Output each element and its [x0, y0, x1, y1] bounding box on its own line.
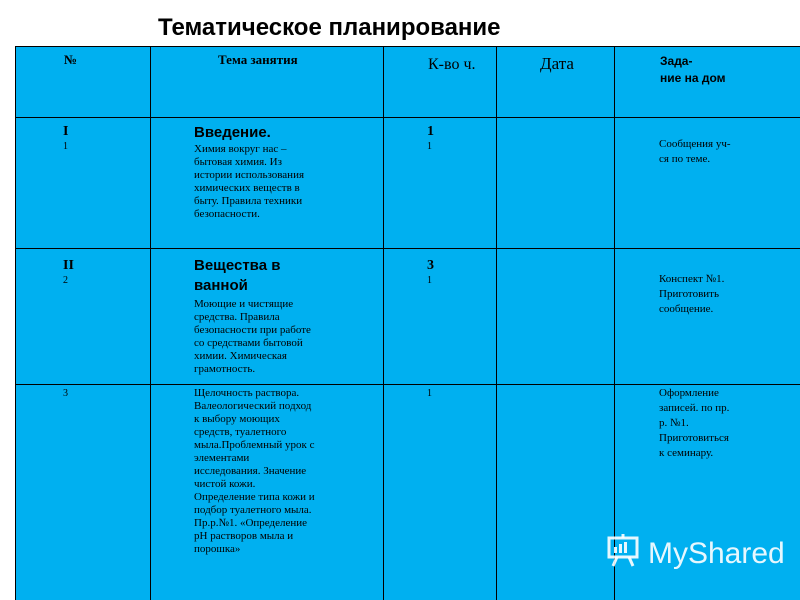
row3-homework-line: р. №1. [659, 417, 689, 429]
row-divider-2 [15, 248, 800, 249]
row3-topic-line: порошка» [194, 543, 241, 555]
row1-topic-line: бытовая химия. Из [194, 156, 282, 168]
row1-hours [427, 123, 434, 153]
row3-topic-line: подбор туалетного мыла. [194, 504, 312, 516]
presentation-board-icon [606, 533, 640, 575]
row2-num-sub: 2 [63, 275, 68, 286]
row2-homework-line: Приготовить [659, 288, 719, 300]
table-divider-4 [614, 46, 615, 600]
row2-topic-title: ванной [194, 277, 248, 294]
row3-homework-line: Оформление [659, 387, 719, 399]
row1-topic-line: истории использования [194, 169, 305, 181]
row2-topic-line: безопасности при работе [194, 324, 311, 336]
row3-homework [659, 386, 729, 461]
header-hours: К-во ч. [428, 56, 476, 73]
row1-num-sub: 1 [63, 141, 68, 152]
row2-hours-main: 3 [427, 258, 434, 273]
row3-topic-line: средств, туалетного [194, 426, 287, 438]
row3-topic-line: чистой кожи. [194, 478, 256, 490]
row2-topic [194, 256, 379, 376]
row3-homework-line: записей. по пр. [659, 402, 730, 414]
row3-topic-line: к выбору моющих [194, 413, 280, 425]
row2-topic-line: со средствами бытовой [194, 337, 303, 349]
row2-num [63, 257, 74, 287]
row1-homework-line: ся по теме. [659, 153, 711, 165]
header-homework [660, 53, 726, 87]
row2-homework-line: Конспект №1. [659, 273, 725, 285]
row3-topic-line: Щелочность раствора. [194, 387, 300, 399]
table-divider-1 [150, 46, 151, 600]
row1-homework [659, 137, 731, 167]
row1-hours-sub: 1 [427, 141, 432, 152]
table-border-top [15, 46, 800, 47]
watermark [606, 534, 785, 574]
page-title: Тематическое планирование [158, 14, 501, 41]
row3-homework-line: к семинару. [659, 447, 714, 459]
table-border-left [15, 46, 16, 600]
table-divider-2 [383, 46, 384, 600]
row1-topic-line: быту. Правила техники [194, 195, 303, 207]
row3-topic-line: Валеологический подход [194, 400, 312, 412]
header-homework-line2: ние на дом [660, 71, 726, 85]
row1-topic-title: Введение. [194, 124, 271, 141]
row2-hours [427, 257, 434, 287]
row2-homework-line: сообщение. [659, 303, 714, 315]
watermark-text: MyShared [648, 537, 785, 570]
row-divider-3 [15, 384, 800, 385]
row1-topic-line: химических веществ в [194, 182, 300, 194]
row3-topic [194, 387, 379, 556]
row3-topic-line: элементами [194, 452, 250, 464]
header-num: № [64, 52, 78, 67]
row2-hours-sub: 1 [427, 275, 432, 286]
row1-topic-line: безопасности. [194, 208, 260, 220]
row3-homework-line: Приготовиться [659, 432, 729, 444]
row2-topic-line: химии. Химическая [194, 350, 287, 362]
row1-hours-main: 1 [427, 124, 434, 139]
row3-num: 3 [63, 388, 68, 399]
row3-topic-line: Определение типа кожи и [194, 491, 315, 503]
header-homework-line1: Зада- [660, 54, 693, 68]
row1-num [63, 123, 68, 153]
row3-hours: 1 [427, 388, 432, 399]
row3-topic-line: мыла.Проблемный урок с [194, 439, 315, 451]
row1-num-main: I [63, 124, 69, 139]
header-date: Дата [540, 54, 574, 73]
row1-homework-line: Сообщения уч- [659, 138, 731, 150]
row2-topic-line: Моющие и чистящие [194, 298, 294, 310]
planning-table [15, 46, 800, 600]
row3-topic-line: Пр.р.№1. «Определение [194, 517, 308, 529]
row2-num-main: II [63, 258, 74, 273]
row2-homework [659, 272, 724, 317]
row1-topic [194, 123, 379, 221]
row-divider-1 [15, 117, 800, 118]
row3-topic-line: pH растворов мыла и [194, 530, 294, 542]
row2-topic-line: средства. Правила [194, 311, 280, 323]
row3-topic-line: исследования. Значение [194, 465, 307, 477]
table-divider-3 [496, 46, 497, 600]
row2-topic-title: Вещества в [194, 257, 281, 274]
row2-topic-line: грамотность. [194, 363, 256, 375]
header-topic: Тема занятия [218, 52, 298, 67]
row1-topic-line: Химия вокруг нас – [194, 143, 287, 155]
